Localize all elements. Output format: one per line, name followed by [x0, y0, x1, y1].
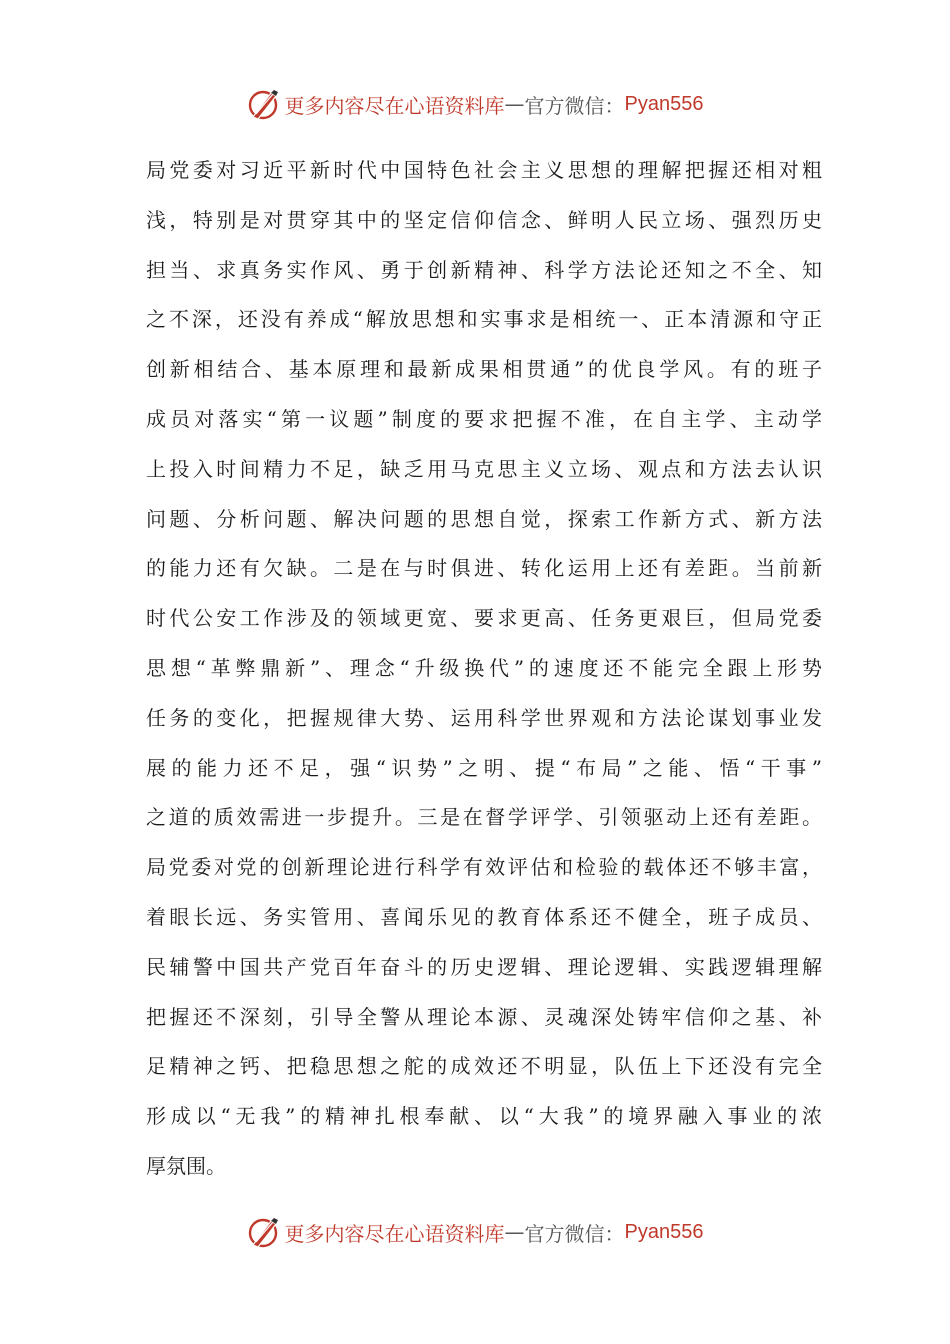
footer-banner	[0, 1212, 950, 1252]
footer-dash: —	[504, 1220, 525, 1244]
text-line: 创新相结合、基本原理和最新成果相贯通”的优良学风。有的班子	[146, 357, 822, 382]
footer-text	[285, 1218, 704, 1247]
text-line: 把握还不深刻，引导全警从理论本源、灵魂深处铸牢信仰之基、补	[146, 1004, 822, 1029]
header-sub-text: 官方微信：	[524, 93, 625, 118]
text-line: 的能力还有欠缺。二是在与时俱进、转化运用上还有差距。当前新	[146, 556, 822, 581]
text-line: 之道的质效需进一步提升。三是在督学评学、引领驱动上还有差距。	[146, 805, 822, 830]
text-line: 思想“革弊鼎新”、理念“升级换代”的速度还不能完全跟上形势	[146, 655, 822, 680]
pen-logo-icon	[247, 87, 281, 121]
header-dash: —	[504, 92, 525, 116]
footer-sub-text: 官方微信：	[524, 1221, 625, 1246]
text-line: 足精神之钙、把稳思想之舵的成效还不明显，队伍上下还没有完全	[146, 1054, 822, 1079]
text-line: 局党委对党的创新理论进行科学有效评估和检验的载体还不够丰富，	[146, 855, 822, 880]
pen-logo-icon	[247, 1215, 281, 1249]
text-line: 浅，特别是对贯穿其中的坚定信仰信念、鲜明人民立场、强烈历史	[146, 207, 822, 232]
text-line: 问题、分析问题、解决问题的思想自觉，探索工作新方式、新方法	[146, 506, 822, 531]
header-banner	[0, 84, 950, 124]
text-line: 任务的变化，把握规律大势、运用科学世界观和方法论谋划事业发	[146, 705, 822, 730]
text-line: 上投入时间精力不足，缺乏用马克思主义立场、观点和方法去认识	[146, 456, 822, 481]
footer-wechat-id: Pyan556	[624, 1220, 704, 1243]
header-main-text: 更多内容尽在心语资料库	[284, 93, 505, 118]
text-line-last: 厚氛围。	[146, 1153, 226, 1178]
footer-main-text: 更多内容尽在心语资料库	[284, 1221, 505, 1246]
header-text	[285, 90, 704, 119]
text-line: 展的能力还不足，强“识势”之明、提“布局”之能、悟“干事”	[146, 755, 822, 780]
text-line: 之不深，还没有养成“解放思想和实事求是相统一、正本清源和守正	[146, 307, 822, 332]
header-wechat-id: Pyan556	[624, 92, 704, 115]
text-line: 形成以“无我”的精神扎根奉献、以“大我”的境界融入事业的浓	[146, 1104, 822, 1129]
text-line: 民辅警中国共产党百年奋斗的历史逻辑、理论逻辑、实践逻辑理解	[146, 954, 822, 979]
text-line: 成员对落实“第一议题”制度的要求把握不准，在自主学、主动学	[146, 406, 822, 431]
text-line: 担当、求真务实作风、勇于创新精神、科学方法论还知之不全、知	[146, 257, 822, 282]
text-line: 局党委对习近平新时代中国特色社会主义思想的理解把握还相对粗	[146, 158, 822, 182]
text-line: 时代公安工作涉及的领域更宽、要求更高、任务更艰巨，但局党委	[146, 606, 822, 631]
body-text	[146, 146, 822, 1192]
text-line: 着眼长远、务实管用、喜闻乐见的教育体系还不健全，班子成员、	[146, 904, 822, 929]
